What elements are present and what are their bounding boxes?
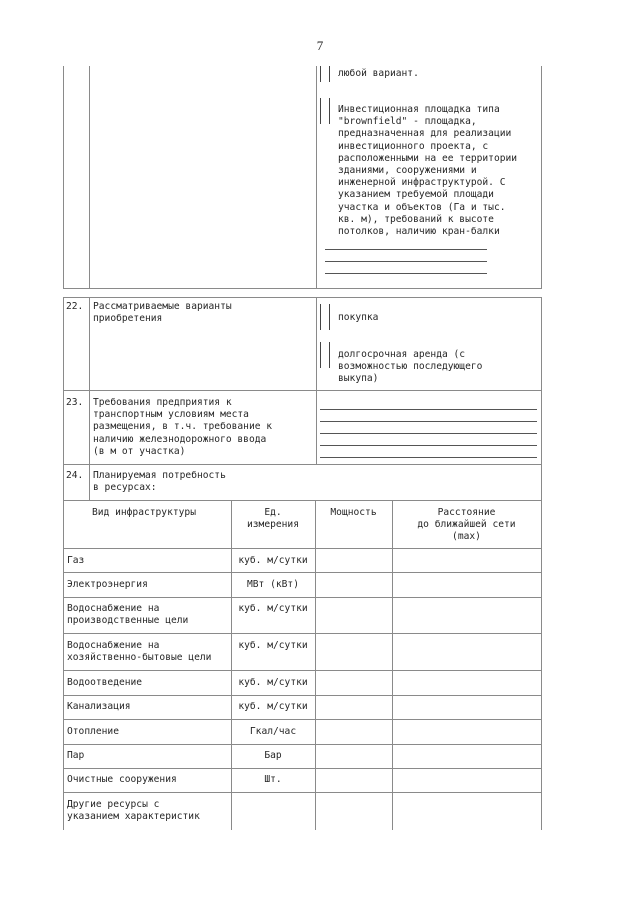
row-divider <box>63 572 542 573</box>
fill-line[interactable] <box>320 433 537 434</box>
resource-name: Электроэнергия <box>67 579 148 590</box>
row23-number: 23. <box>66 397 84 408</box>
table-border-right <box>541 464 542 500</box>
row22-number: 22. <box>66 301 84 312</box>
checkbox-long-term-lease[interactable] <box>320 342 330 368</box>
resource-name: Водоотведение <box>67 677 143 688</box>
row-divider <box>63 548 542 549</box>
column-divider-options <box>316 390 317 464</box>
option-purchase: покупка <box>338 312 379 323</box>
fill-line[interactable] <box>325 249 487 250</box>
resource-unit: куб. м/сутки <box>238 640 308 651</box>
row-divider <box>63 633 542 634</box>
resource-name: Другие ресурсы с указанием характеристик <box>67 799 200 823</box>
resource-unit: Гкал/час <box>249 726 297 737</box>
table-border-left <box>63 464 64 500</box>
resource-name: Газ <box>67 555 85 566</box>
fill-line[interactable] <box>320 409 537 410</box>
checkbox-purchase[interactable] <box>320 304 330 330</box>
column-divider-number <box>89 464 90 500</box>
column-divider-options <box>316 297 317 390</box>
row-divider <box>63 500 542 501</box>
option-any-variant: любой вариант. <box>338 68 419 79</box>
resource-unit: Бар <box>264 750 282 761</box>
table-border-left <box>63 390 64 464</box>
checkbox-brownfield[interactable] <box>320 98 330 124</box>
column-divider-options <box>316 66 317 288</box>
header-distance: Расстояние до ближайшей сети (max) <box>417 507 516 543</box>
table-border-right <box>541 66 542 288</box>
section-divider <box>63 288 542 289</box>
fill-line[interactable] <box>325 273 487 274</box>
row24-number: 24. <box>66 470 84 481</box>
header-infrastructure-type: Вид инфраструктуры <box>92 507 196 518</box>
row-divider <box>63 719 542 720</box>
table-border-left <box>63 297 64 390</box>
row-divider <box>63 464 542 465</box>
row-divider <box>63 744 542 745</box>
fill-line[interactable] <box>320 421 537 422</box>
resource-name: Очистные сооружения <box>67 774 177 785</box>
resource-unit: куб. м/сутки <box>238 677 308 688</box>
resource-name: Отопление <box>67 726 119 737</box>
row-divider <box>63 768 542 769</box>
header-unit: Ед. измерения <box>247 507 299 531</box>
fill-line[interactable] <box>320 457 537 458</box>
fill-line[interactable] <box>325 261 487 262</box>
column-divider-number <box>89 297 90 390</box>
column-divider-number <box>89 66 90 288</box>
row24-label: Планируемая потребность в ресурсах: <box>93 470 226 494</box>
resource-unit: куб. м/сутки <box>238 701 308 712</box>
resource-name: Водоснабжение на хозяйственно-бытовые цели <box>67 640 212 664</box>
resource-name: Канализация <box>67 701 131 712</box>
table-border-right <box>541 297 542 390</box>
section-divider <box>63 297 542 298</box>
resource-unit: куб. м/сутки <box>238 603 308 614</box>
column-divider-number <box>89 390 90 464</box>
resource-name: Водоснабжение на производственные цели <box>67 603 189 627</box>
page-number: 7 <box>316 38 324 53</box>
option-brownfield: Инвестиционная площадка типа "brownfield" - площадка, предназначенная для реализации инвестиционного проекта, с расположенными на ее территории зданиями, сооружениями и инженерной инфраструктурой. С указанием требуемой площади участка и объектов (Га и тыс. кв. м), требований к высоте потолков, наличию кран-балки <box>338 104 518 238</box>
column-divider-capacity <box>315 500 316 830</box>
resource-unit: куб. м/сутки <box>238 555 308 566</box>
resource-unit: МВт (кВт) <box>247 579 299 590</box>
table-border-right <box>541 390 542 464</box>
option-long-term-lease: долгосрочная аренда (с возможностью последующего выкупа) <box>338 349 483 385</box>
resource-name: Пар <box>67 750 85 761</box>
table-border-right <box>541 500 542 830</box>
checkbox-any-variant[interactable] <box>320 66 330 82</box>
row-divider <box>63 670 542 671</box>
row-divider <box>63 390 542 391</box>
row-divider <box>63 695 542 696</box>
header-capacity: Мощность <box>330 507 377 518</box>
row22-label: Рассматриваемые варианты приобретения <box>93 301 232 325</box>
row23-label: Требования предприятия к транспортным условиям места размещения, в т.ч. требование к наличию железнодорожного ввода (в м от участка) <box>93 397 273 457</box>
table-border-left <box>63 500 64 830</box>
row-divider <box>63 792 542 793</box>
resource-unit: Шт. <box>264 774 282 785</box>
fill-line[interactable] <box>320 445 537 446</box>
row-divider <box>63 597 542 598</box>
column-divider-distance <box>392 500 393 830</box>
table-border-left <box>63 66 64 288</box>
